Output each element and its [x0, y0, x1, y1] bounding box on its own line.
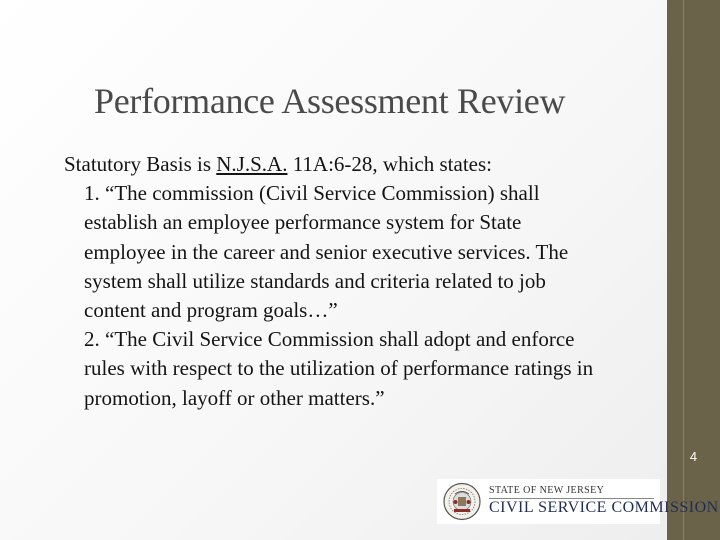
statute-link: N.J.S.A. — [216, 152, 288, 176]
list-item: 1. “The commission (Civil Service Commission) shall establish an employee performance system for State employee in the career and senior executive services. The system shall utilize standards and criteria related to job content and program goals…” — [84, 181, 569, 323]
page-number: 4 — [689, 449, 698, 464]
list-item: 2. “The Civil Service Commission shall adopt and enforce rules with respect to the utilization of performance ratings in promotion, layoff or other matters.” — [84, 327, 594, 410]
logo-state-text: STATE OF NEW JERSEY — [489, 485, 605, 496]
slide-body — [64, 150, 624, 413]
intro-line — [64, 150, 624, 179]
state-seal-icon — [443, 481, 481, 522]
intro-suffix: 11A:6-28, which states: — [287, 152, 492, 176]
intro-prefix: Statutory Basis is — [64, 152, 217, 176]
logo-commission-text: CIVIL SERVICE COMMISSION — [489, 499, 719, 516]
csc-logo — [437, 479, 719, 524]
slide-title: Performance Assessment Review — [94, 81, 566, 121]
